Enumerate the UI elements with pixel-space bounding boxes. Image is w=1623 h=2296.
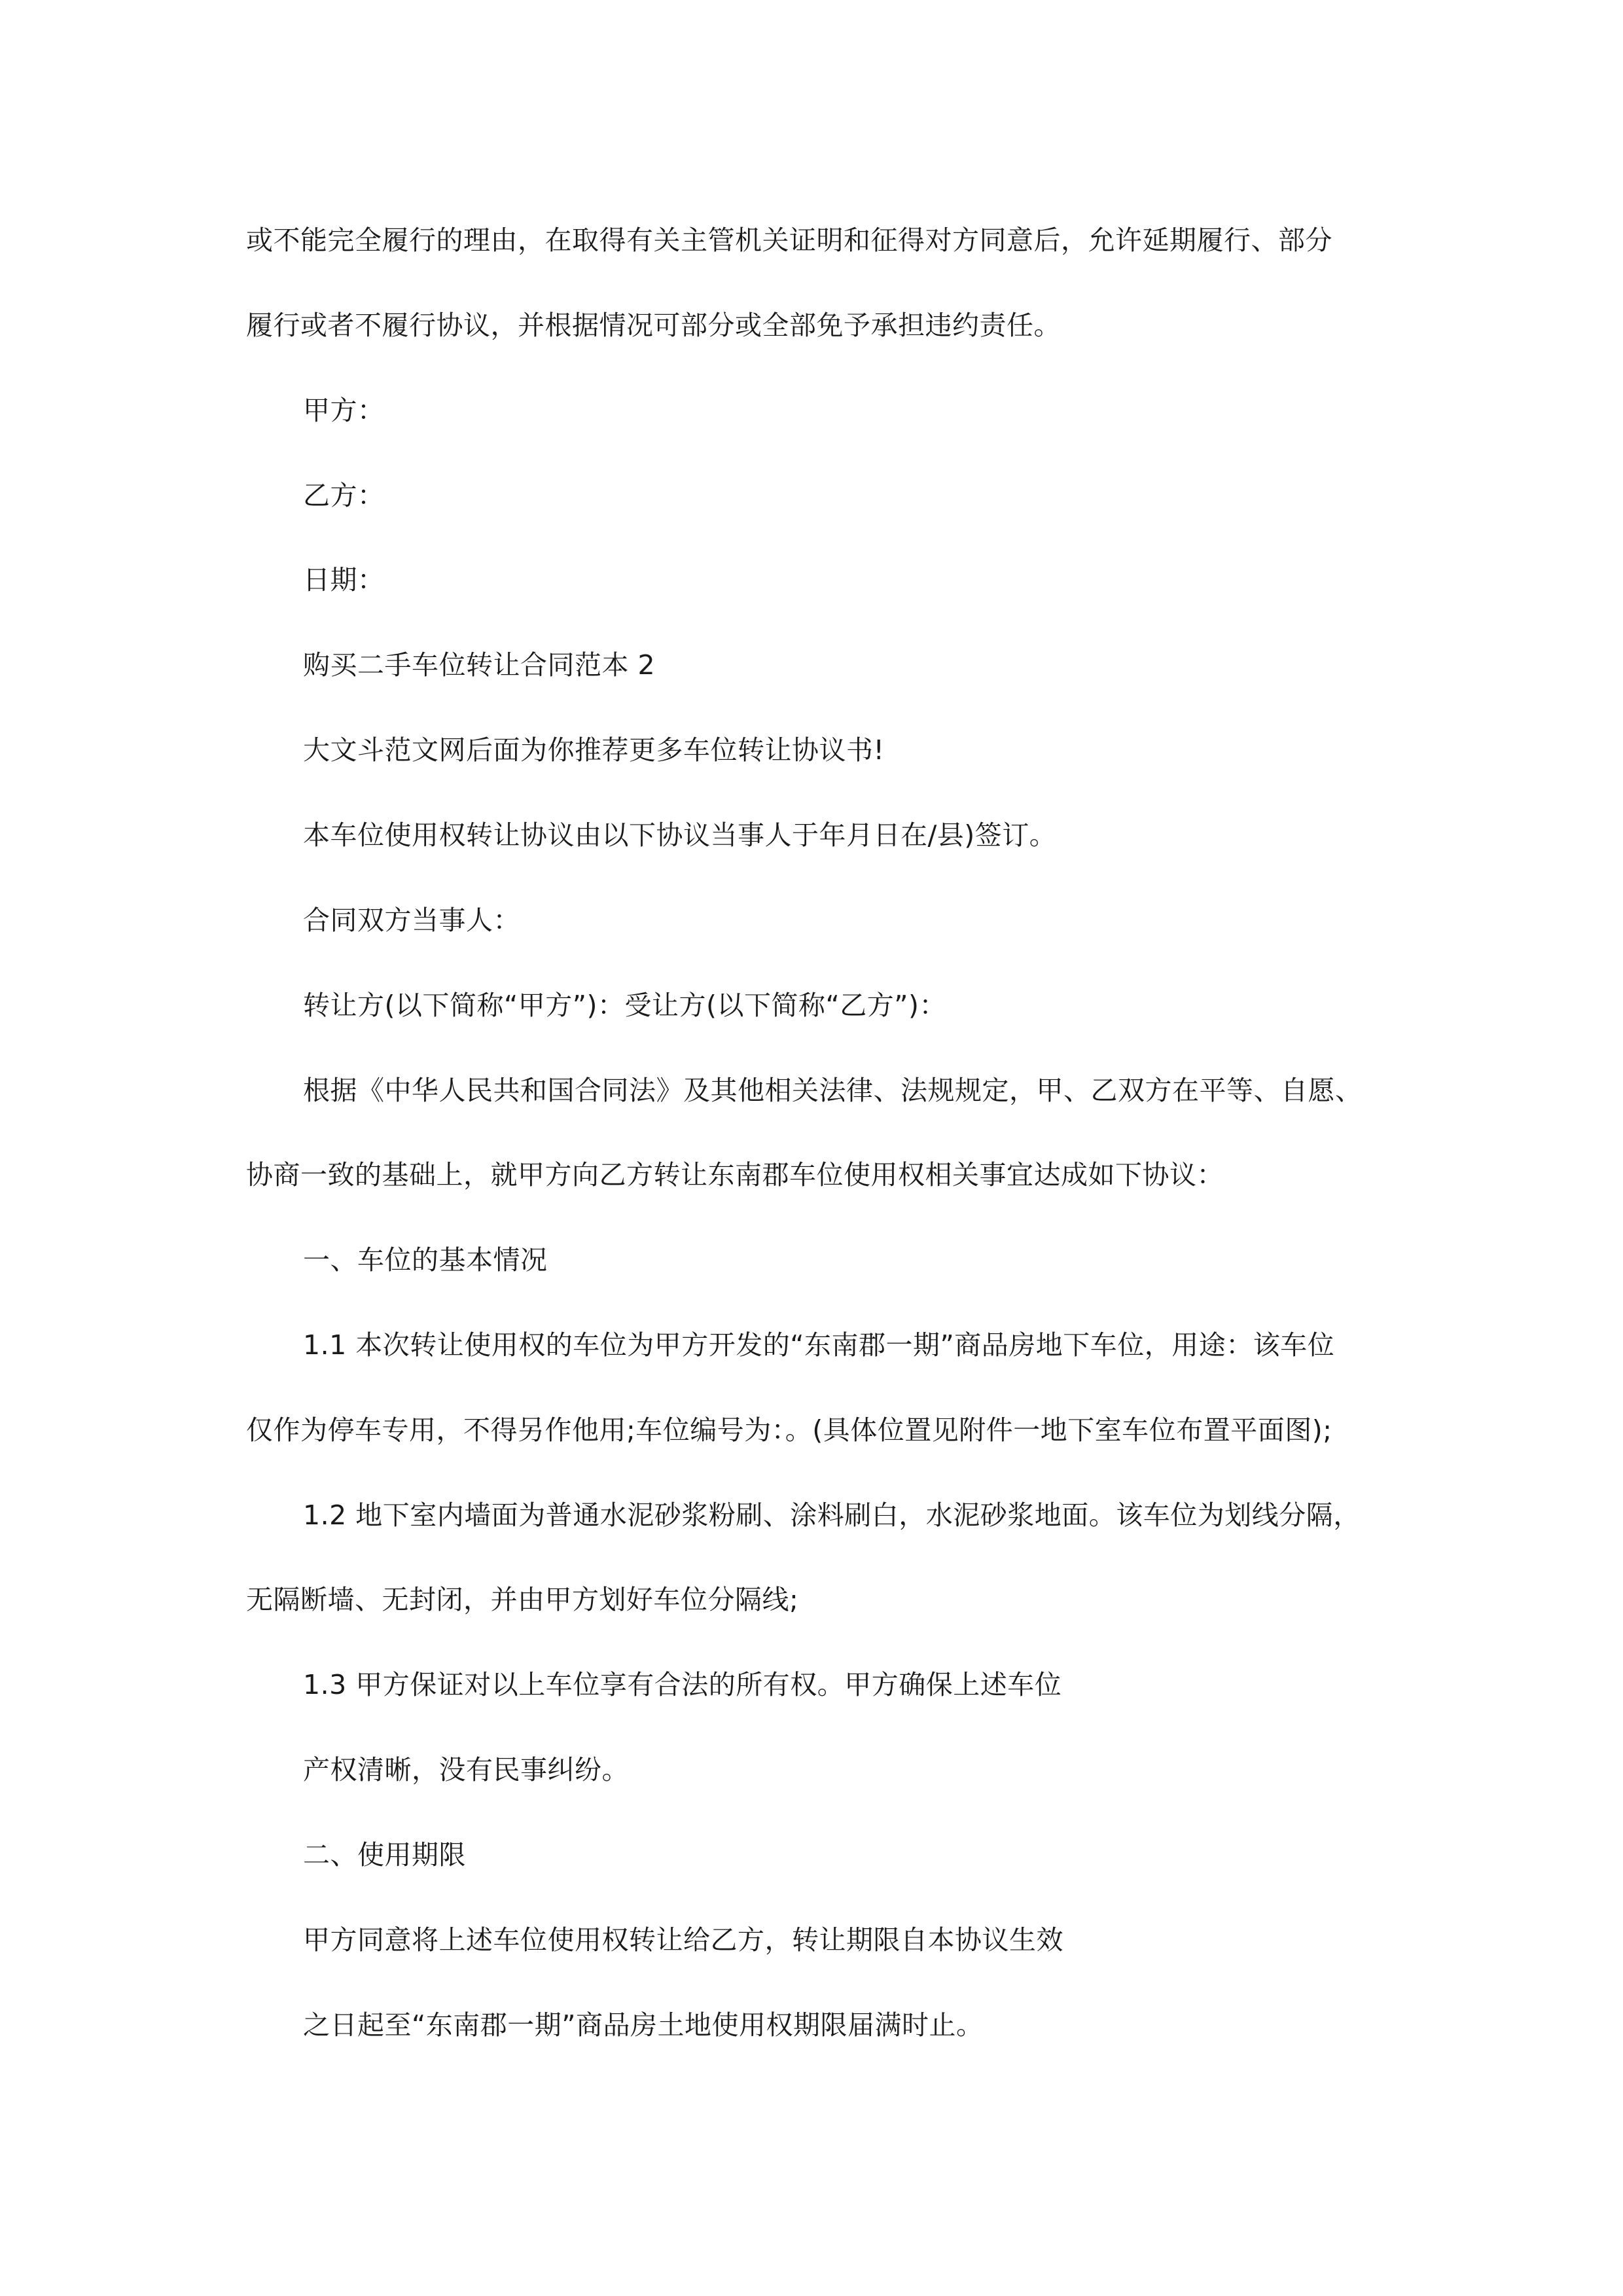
paragraph-line: 合同双方当事人： [303, 905, 520, 936]
signature-party-b-label: 乙方： [303, 480, 385, 511]
clause-line: 1.3 甲方保证对以上车位享有合法的所有权。甲方确保上述车位 [303, 1669, 1062, 1700]
paragraph-line: 转让方(以下简称“甲方”)：受让方(以下简称“乙方”)： [303, 990, 946, 1021]
signature-date-label: 日期： [303, 564, 385, 596]
clause-line: 仅作为停车专用，不得另作他用;车位编号为：。(具体位置见附件一地下室车位布置平面图); [246, 1414, 1332, 1446]
paragraph-line: 之日起至“东南郡一期”商品房土地使用权期限届满时止。 [303, 2009, 984, 2041]
clause-line: 产权清晰，没有民事纠纷。 [303, 1754, 629, 1785]
paragraph-line: 甲方同意将上述车位使用权转让给乙方，转让期限自本协议生效 [303, 1924, 1063, 1956]
section-title: 购买二手车位转让合同范本 2 [303, 649, 656, 681]
clause-line: 1.2 地下室内墙面为普通水泥砂浆粉刷、涂料刷白，水泥砂浆地面。该车位为划线分隔， [303, 1499, 1361, 1531]
clause-line: 无隔断墙、无封闭，并由甲方划好车位分隔线; [246, 1584, 799, 1615]
paragraph-line: 履行或者不履行协议，并根据情况可部分或全部免予承担违约责任。 [246, 310, 1061, 341]
signature-party-a-label: 甲方： [303, 395, 385, 426]
paragraph-line: 根据《中华人民共和国合同法》及其他相关法律、法规规定，甲、乙双方在平等、自愿、 [303, 1075, 1363, 1106]
section-heading: 一、车位的基本情况 [303, 1244, 548, 1276]
paragraph-line: 本车位使用权转让协议由以下协议当事人于年月日在/县)签订。 [303, 819, 1057, 851]
paragraph-line: 大文斗范文网后面为你推荐更多车位转让协议书! [303, 734, 885, 766]
section-heading: 二、使用期限 [303, 1839, 466, 1871]
clause-line: 1.1 本次转让使用权的车位为甲方开发的“东南郡一期”商品房地下车位，用途：该车位 [303, 1329, 1335, 1361]
paragraph-line: 协商一致的基础上，就甲方向乙方转让东南郡车位使用权相关事宜达成如下协议： [246, 1159, 1224, 1191]
paragraph-line: 或不能完全履行的理由，在取得有关主管机关证明和征得对方同意后，允许延期履行、部分 [246, 224, 1332, 256]
